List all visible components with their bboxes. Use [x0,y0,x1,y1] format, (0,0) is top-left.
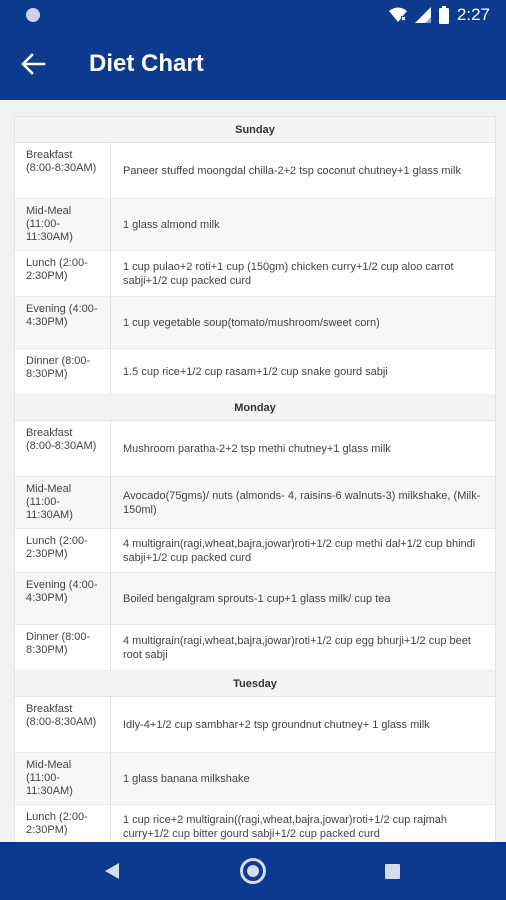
arrow-back-icon [20,51,46,77]
nav-home-icon[interactable] [240,858,266,884]
diet-chart-table [14,116,496,880]
meal-row [15,297,495,349]
meal-row [15,573,495,625]
meal-row [15,697,495,753]
meal-menu-cell: Boiled bengalgram sprouts-1 cup+1 glass milk/ cup tea [123,592,391,605]
meal-row [15,349,495,395]
meal-time-cell: Lunch (2:00-2:30PM) [15,251,111,296]
meal-row [15,251,495,297]
notification-dot-icon [26,8,40,22]
meal-time-cell: Dinner (8:00-8:30PM) [15,349,111,394]
page-title: Diet Chart [89,50,204,77]
status-time: 2:27 [456,5,490,24]
meal-row [15,143,495,199]
back-button[interactable] [20,51,50,79]
meal-menu-cell: 1 cup pulao+2 roti+1 cup (150gm) chicken curry+1/2 cup aloo carrot sabji+1/2 cup packed curd [123,260,454,287]
meal-time-cell: Breakfast (8:00-8:30AM) [15,697,111,752]
meal-menu-cell: 1.5 cup rice+1/2 cup rasam+1/2 cup snake gourd sabji [123,365,388,378]
meal-row [15,753,495,805]
meal-menu-cell: 1 glass banana milkshake [123,772,250,785]
meal-time-cell: Mid-Meal (11:00-11:30AM) [15,199,111,250]
meal-menu-cell: 1 glass almond milk [123,218,220,231]
meal-menu-cell: 4 multigrain(ragi,wheat,bajra,jowar)roti+1/2 cup egg bhurji+1/2 cup beet root sabji [123,634,471,661]
meal-menu-cell: 4 multigrain(ragi,wheat,bajra,jowar)roti+1/2 cup methi dal+1/2 cup bhindi sabji+1/2 cup packed curd [123,537,476,564]
meal-row [15,625,495,671]
meal-menu-cell: Paneer stuffed moongdal chilla-2+2 tsp coconut chutney+1 glass milk [123,164,461,177]
meal-time-cell: Breakfast (8:00-8:30AM) [15,421,111,476]
nav-back-icon[interactable] [104,862,120,880]
meal-menu-cell: 1 cup rice+2 multigrain((ragi,wheat,bajra,jowar)roti+1/2 cup rajmah curry+1/2 cup bitter gourd sabji+1/2 cup packed curd [123,813,448,840]
day-header: Tuesday [15,671,495,697]
wifi-icon [389,7,407,23]
meal-menu-cell: Mushroom paratha-2+2 tsp methi chutney+1 glass milk [123,442,391,455]
diet-chart-scroll-area[interactable] [0,100,506,842]
meal-time-cell: Evening (4:00-4:30PM) [15,297,111,348]
meal-row [15,421,495,477]
meal-time-cell: Breakfast (8:00-8:30AM) [15,143,111,198]
meal-time-cell: Evening (4:00-4:30PM) [15,573,111,624]
app-bar [0,30,506,100]
navigation-bar [0,842,506,900]
nav-recents-icon[interactable] [385,864,400,879]
signal-icon [415,7,431,23]
meal-time-cell: Lunch (2:00-2:30PM) [15,529,111,572]
meal-time-cell: Lunch (2:00-2:30PM) [15,805,111,848]
meal-menu-cell: Avocado(75gms)/ nuts (almonds- 4, raisins-6 walnuts-3) milkshake, (Milk-150ml) [123,489,481,516]
meal-menu-cell: Idly-4+1/2 cup sambhar+2 tsp groundnut chutney+ 1 glass milk [123,718,430,731]
day-header: Sunday [15,117,495,143]
day-header: Monday [15,395,495,421]
meal-row [15,199,495,251]
meal-time-cell: Mid-Meal (11:00-11:30AM) [15,477,111,528]
status-bar [0,0,506,30]
meal-row [15,477,495,529]
status-icons [389,5,490,25]
meal-row [15,529,495,573]
meal-menu-cell: 1 cup vegetable soup(tomato/mushroom/sweet corn) [123,316,380,329]
meal-time-cell: Mid-Meal (11:00-11:30AM) [15,753,111,804]
meal-time-cell: Dinner (8:00-8:30PM) [15,625,111,670]
battery-icon [439,6,449,24]
